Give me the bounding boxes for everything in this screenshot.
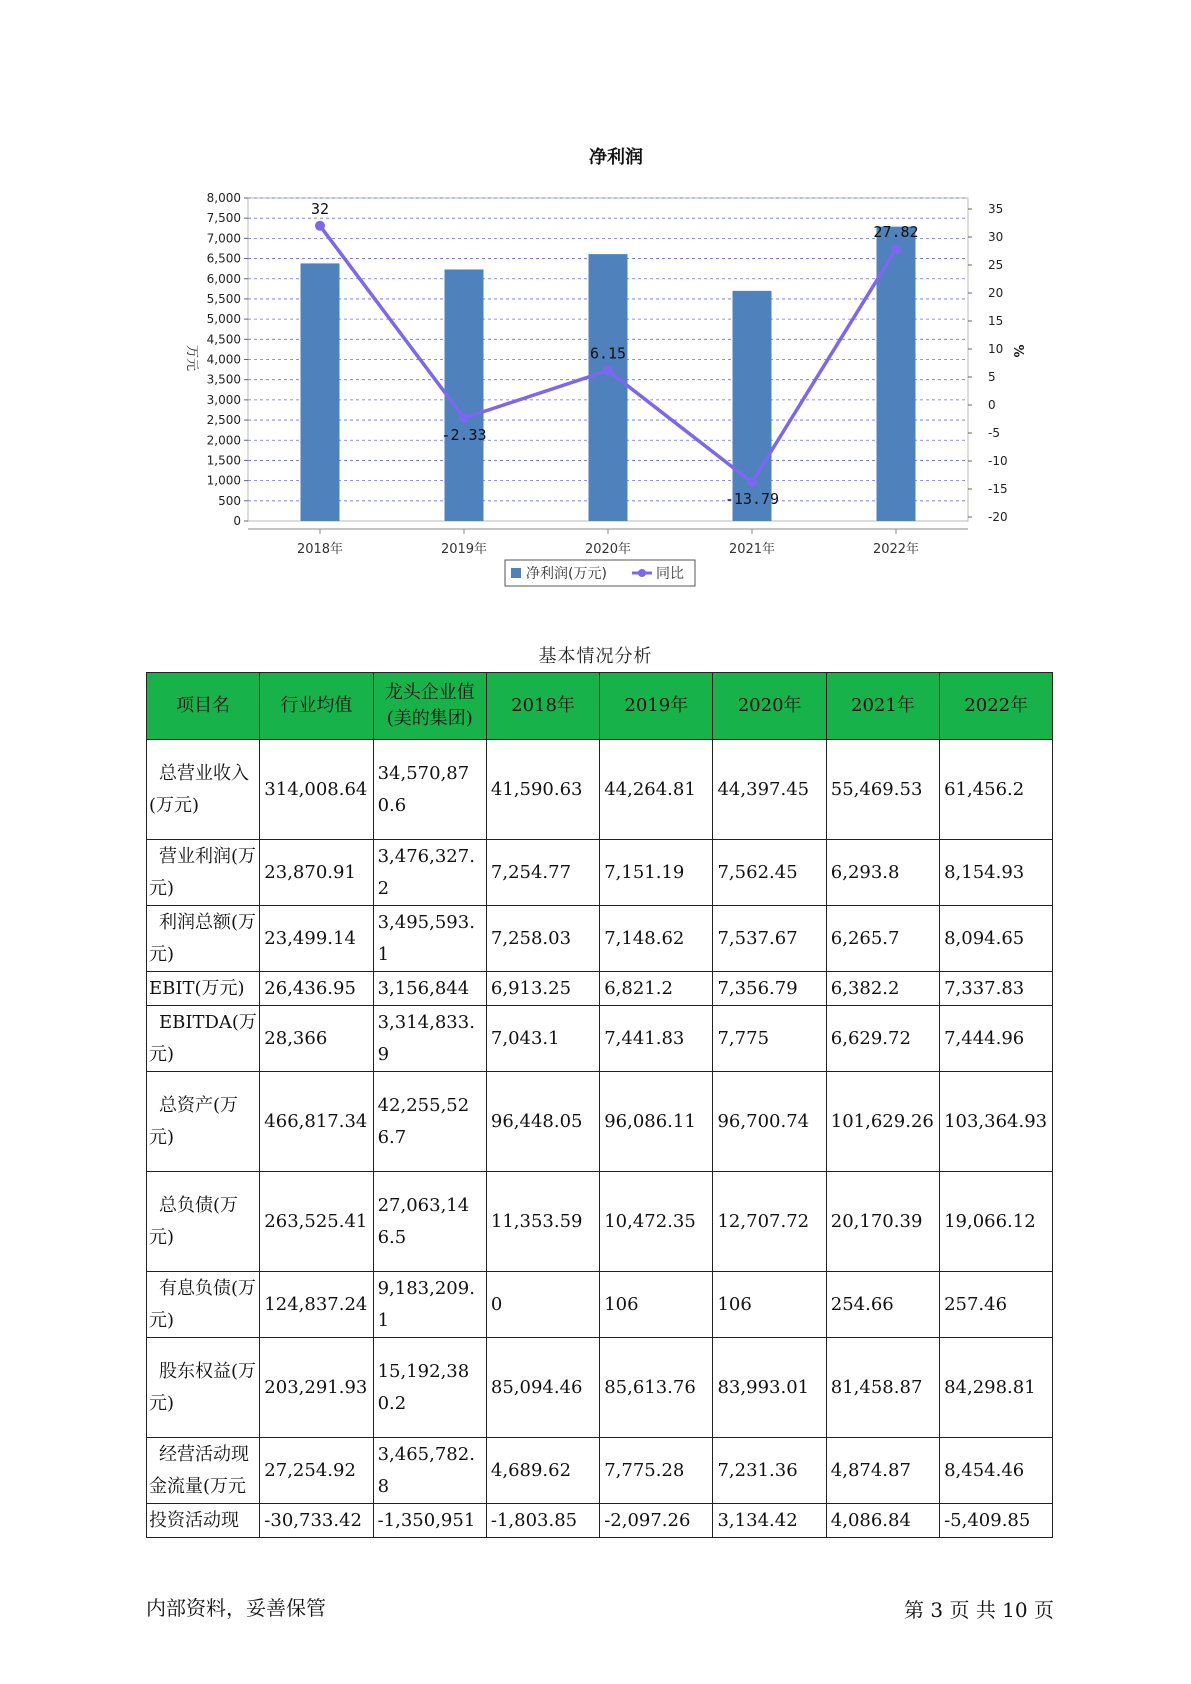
yoy-point — [603, 366, 613, 376]
table-cell: 8,154.93 — [940, 840, 1053, 906]
table-cell: 254.66 — [826, 1272, 939, 1338]
left-tick-label: 4,500 — [206, 332, 241, 347]
left-tick-label: 2,500 — [206, 413, 241, 428]
table-cell: 12,707.72 — [713, 1172, 826, 1272]
yoy-point — [315, 221, 325, 231]
left-axis-title: 万元 — [184, 344, 199, 372]
yoy-data-label: 6.15 — [589, 344, 627, 363]
table-cell: 3,314,833.9 — [373, 1006, 486, 1072]
table-cell: 15,192,380.2 — [373, 1338, 486, 1438]
row-label: 经营活动现金流量(万元 — [147, 1438, 260, 1504]
right-tick-label: 35 — [988, 202, 1004, 216]
table-cell: 19,066.12 — [940, 1172, 1053, 1272]
header-leader-value: 龙头企业值(美的集团) — [373, 673, 486, 740]
left-tick-label: 5,000 — [206, 312, 241, 327]
table-cell: 7,254.77 — [486, 840, 599, 906]
table-cell: 27,063,146.5 — [373, 1172, 486, 1272]
bar — [445, 269, 484, 521]
table-cell: 55,469.53 — [826, 740, 939, 840]
table-cell: 83,993.01 — [713, 1338, 826, 1438]
table-cell: 7,537.67 — [713, 906, 826, 972]
header-item-name: 项目名 — [147, 673, 260, 740]
table-cell: 3,495,593.1 — [373, 906, 486, 972]
table-cell: 7,775.28 — [600, 1438, 713, 1504]
table-cell: 81,458.87 — [826, 1338, 939, 1438]
row-label: 投资活动现 — [147, 1504, 260, 1538]
header-2022: 2022年 — [940, 673, 1053, 740]
left-tick-label: 8,000 — [206, 191, 241, 205]
row-label: 有息负债(万元) — [147, 1272, 260, 1338]
table-cell: 203,291.93 — [260, 1338, 373, 1438]
table-cell: 96,448.05 — [486, 1072, 599, 1172]
table-cell: 6,913.25 — [486, 972, 599, 1006]
bar — [589, 254, 628, 521]
table-cell: 7,148.62 — [600, 906, 713, 972]
table-cell: 7,231.36 — [713, 1438, 826, 1504]
table-cell: 23,499.14 — [260, 906, 373, 972]
table-cell: 106 — [600, 1272, 713, 1338]
table-cell: 7,775 — [713, 1006, 826, 1072]
table-cell: 44,397.45 — [713, 740, 826, 840]
table-cell: 0 — [486, 1272, 599, 1338]
table-cell: -2,097.26 — [600, 1504, 713, 1538]
right-axis-title: % — [1010, 344, 1025, 358]
table-cell: 85,613.76 — [600, 1338, 713, 1438]
table-cell: 61,456.2 — [940, 740, 1053, 840]
table-cell: 11,353.59 — [486, 1172, 599, 1272]
right-tick-label: 10 — [988, 342, 1004, 356]
table-cell: 4,086.84 — [826, 1504, 939, 1538]
legend-line-marker — [638, 569, 646, 577]
x-tick-label: 2021年 — [728, 542, 776, 557]
table-cell: -30,733.42 — [260, 1504, 373, 1538]
row-label: EBIT(万元) — [147, 972, 260, 1006]
left-tick-label: 5,500 — [206, 291, 241, 306]
table-cell: 3,134.42 — [713, 1504, 826, 1538]
bar — [301, 263, 340, 521]
right-tick-label: -20 — [988, 510, 1008, 524]
x-tick-label: 2020年 — [584, 542, 632, 557]
table-cell: 34,570,870.6 — [373, 740, 486, 840]
table-cell: 96,700.74 — [713, 1072, 826, 1172]
header-2021: 2021年 — [826, 673, 939, 740]
table-cell: 7,356.79 — [713, 972, 826, 1006]
x-tick-label: 2018年 — [296, 542, 344, 557]
table-cell: 9,183,209.1 — [373, 1272, 486, 1338]
table-cell: 6,382.2 — [826, 972, 939, 1006]
table-cell: 28,366 — [260, 1006, 373, 1072]
table-cell: 26,436.95 — [260, 972, 373, 1006]
table-cell: 8,094.65 — [940, 906, 1053, 972]
table-cell: 7,151.19 — [600, 840, 713, 906]
table-cell: 257.46 — [940, 1272, 1053, 1338]
table-cell: 85,094.46 — [486, 1338, 599, 1438]
header-industry-avg: 行业均值 — [260, 673, 373, 740]
table-cell: 7,441.83 — [600, 1006, 713, 1072]
right-tick-label: 25 — [988, 258, 1004, 272]
x-tick-label: 2022年 — [872, 542, 920, 557]
table-cell: 6,293.8 — [826, 840, 939, 906]
table-cell: 3,465,782.8 — [373, 1438, 486, 1504]
table-cell: 27,254.92 — [260, 1438, 373, 1504]
table-cell: -5,409.85 — [940, 1504, 1053, 1538]
header-2019: 2019年 — [600, 673, 713, 740]
left-tick-label: 6,500 — [206, 251, 241, 266]
table-cell: 20,170.39 — [826, 1172, 939, 1272]
table-cell: 4,689.62 — [486, 1438, 599, 1504]
table-cell: 6,629.72 — [826, 1006, 939, 1072]
left-tick-label: 1,000 — [206, 473, 241, 488]
right-tick-label: -10 — [988, 454, 1008, 468]
table-cell: 106 — [713, 1272, 826, 1338]
table-cell: 6,821.2 — [600, 972, 713, 1006]
table-cell: 42,255,526.7 — [373, 1072, 486, 1172]
basic-analysis-table — [146, 672, 1053, 1538]
left-tick-label: 2,000 — [206, 433, 241, 448]
right-tick-label: 20 — [988, 286, 1004, 300]
yoy-data-label: 27.82 — [873, 223, 919, 242]
yoy-point — [747, 477, 757, 487]
table-cell: -1,803.85 — [486, 1504, 599, 1538]
table-title: 基本情况分析 — [538, 646, 653, 667]
left-tick-label: 7,000 — [206, 231, 241, 246]
table-row — [147, 1072, 1053, 1172]
table-row — [147, 972, 1053, 1006]
right-tick-label: 15 — [988, 314, 1004, 328]
header-2020: 2020年 — [713, 673, 826, 740]
row-label: EBITDA(万元) — [147, 1006, 260, 1072]
row-label: 营业利润(万元) — [147, 840, 260, 906]
legend-bar-swatch — [511, 568, 521, 578]
table-row — [147, 1504, 1053, 1538]
left-tick-label: 3,500 — [206, 372, 241, 387]
table-cell: 3,156,844 — [373, 972, 486, 1006]
table-cell: 103,364.93 — [940, 1072, 1053, 1172]
yoy-data-label: -2.33 — [441, 426, 487, 445]
left-tick-label: 6,000 — [206, 271, 241, 286]
footer-confidential-note: 内部资料，妥善保管 — [146, 1596, 326, 1620]
table-cell: 41,590.63 — [486, 740, 599, 840]
table-cell: 84,298.81 — [940, 1338, 1053, 1438]
table-header-row — [147, 673, 1053, 740]
table-cell: 4,874.87 — [826, 1438, 939, 1504]
table-row — [147, 906, 1053, 972]
right-tick-label: -5 — [988, 426, 1000, 440]
left-tick-label: 4,000 — [206, 352, 241, 367]
table-row — [147, 1438, 1053, 1504]
table-cell: 3,476,327.2 — [373, 840, 486, 906]
table-row — [147, 840, 1053, 906]
right-tick-label: 30 — [988, 230, 1004, 244]
table-cell: 7,444.96 — [940, 1006, 1053, 1072]
table-cell: 466,817.34 — [260, 1072, 373, 1172]
chart-title: 净利润 — [589, 147, 643, 168]
row-label: 利润总额(万元) — [147, 906, 260, 972]
legend-line-label: 同比 — [656, 566, 684, 582]
table-row — [147, 1006, 1053, 1072]
row-label: 总负债(万元) — [147, 1172, 260, 1272]
yoy-point — [459, 413, 469, 423]
row-label: 股东权益(万元) — [147, 1338, 260, 1438]
table-cell: 23,870.91 — [260, 840, 373, 906]
row-label: 总资产(万元) — [147, 1072, 260, 1172]
left-tick-label: 7,500 — [206, 211, 241, 226]
table-cell: 7,562.45 — [713, 840, 826, 906]
table-cell: 10,472.35 — [600, 1172, 713, 1272]
net-profit-chart — [0, 0, 1191, 600]
legend-bar-label: 净利润(万元) — [526, 566, 607, 582]
row-label: 总营业收入(万元) — [147, 740, 260, 840]
footer-page-number: 第 3 页 共 10 页 — [904, 1598, 1054, 1622]
yoy-point — [891, 244, 901, 254]
table-cell: 7,258.03 — [486, 906, 599, 972]
x-tick-label: 2019年 — [440, 542, 488, 557]
yoy-data-label: -13.79 — [724, 490, 780, 509]
left-tick-label: 500 — [218, 493, 241, 508]
table-cell: 6,265.7 — [826, 906, 939, 972]
left-tick-label: 0 — [233, 514, 241, 528]
table-cell: 96,086.11 — [600, 1072, 713, 1172]
header-2018: 2018年 — [486, 673, 599, 740]
table-cell: -1,350,951 — [373, 1504, 486, 1538]
table-cell: 101,629.26 — [826, 1072, 939, 1172]
table-cell: 8,454.46 — [940, 1438, 1053, 1504]
right-tick-label: 0 — [988, 398, 996, 412]
table-cell: 314,008.64 — [260, 740, 373, 840]
table-row — [147, 1338, 1053, 1438]
table-cell: 263,525.41 — [260, 1172, 373, 1272]
table-cell: 44,264.81 — [600, 740, 713, 840]
table-row — [147, 1272, 1053, 1338]
yoy-data-label: 32 — [310, 199, 330, 218]
table-row — [147, 1172, 1053, 1272]
table-row — [147, 740, 1053, 840]
left-tick-label: 3,000 — [206, 392, 241, 407]
right-tick-label: -15 — [988, 482, 1008, 496]
table-cell: 7,337.83 — [940, 972, 1053, 1006]
left-tick-label: 1,500 — [206, 453, 241, 468]
table-cell: 124,837.24 — [260, 1272, 373, 1338]
table-cell: 7,043.1 — [486, 1006, 599, 1072]
right-tick-label: 5 — [988, 370, 996, 384]
